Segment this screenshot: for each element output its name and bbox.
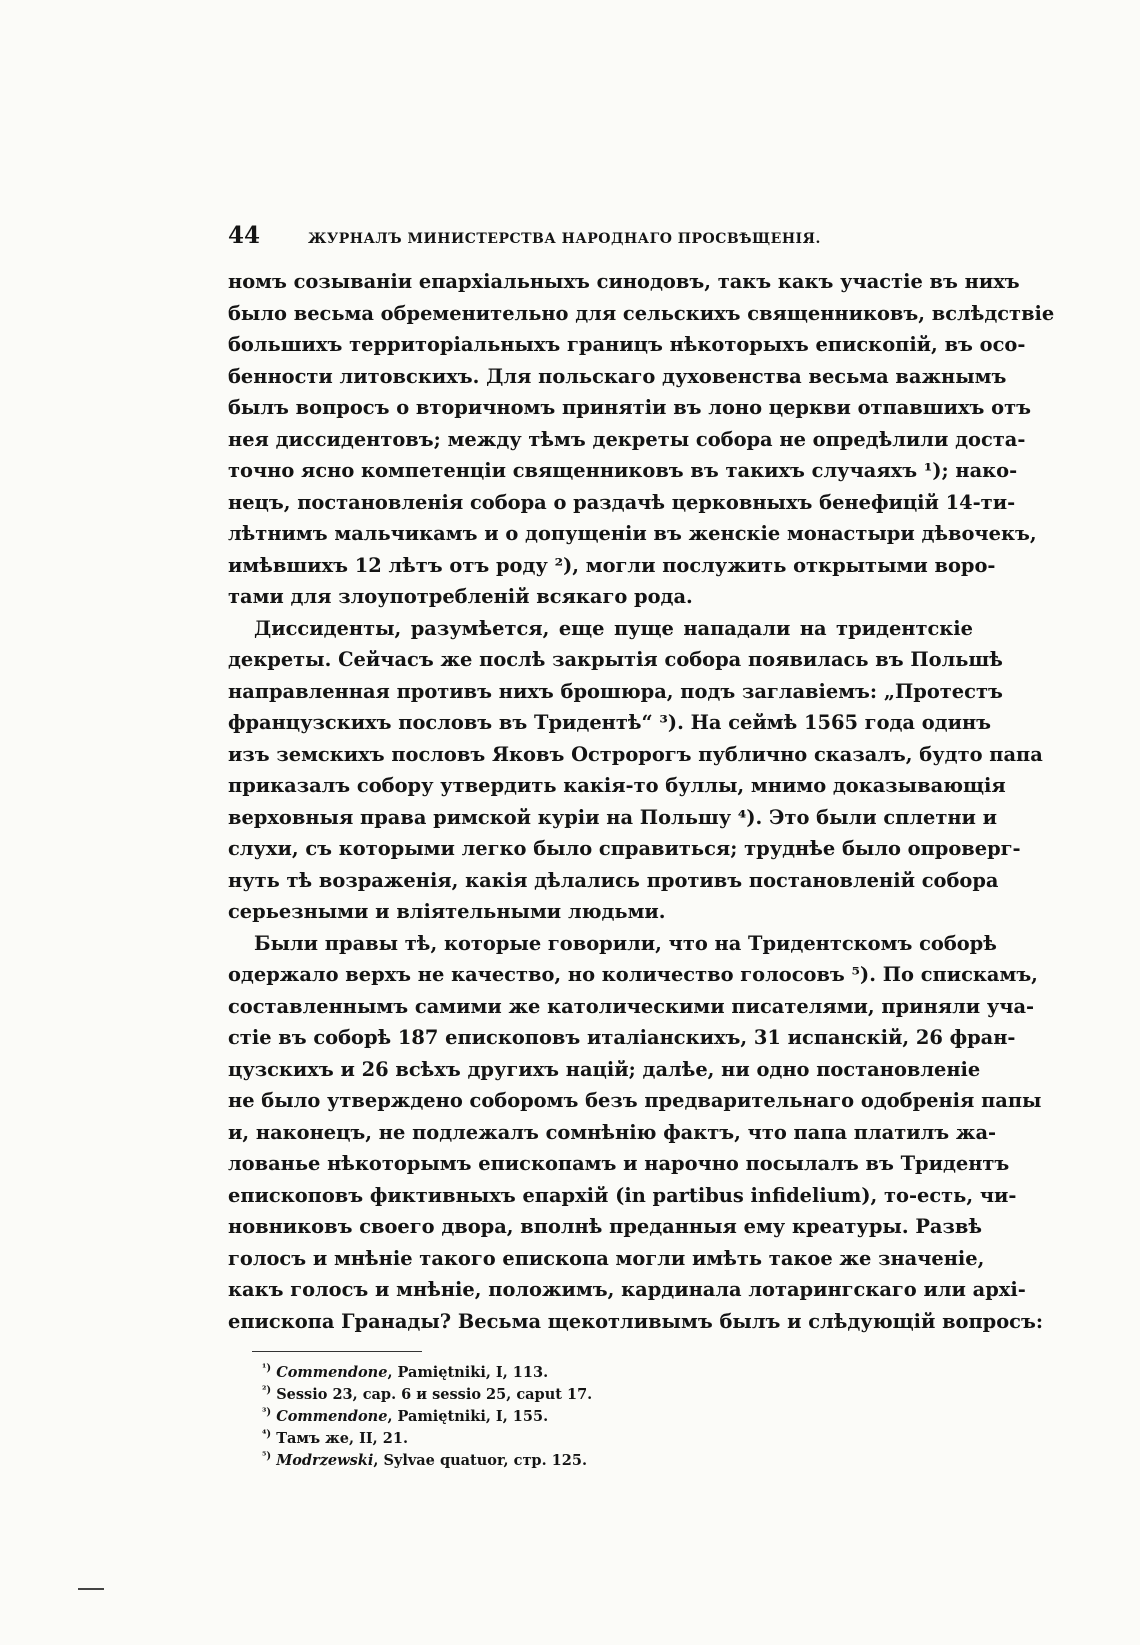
footnote-author: Commendone (276, 1363, 388, 1381)
footnote-number: ⁵) (262, 1451, 272, 1462)
text-line: направленная противъ нихъ брошюра, подъ заглавіемъ: „Протестъ (228, 679, 1003, 703)
footnote-number: ²) (262, 1385, 272, 1396)
book-page (228, 222, 1055, 1469)
footnote-text: , Pamiętniki, I, 155. (387, 1407, 549, 1425)
text-line: нуть тѣ возраженія, какія дѣлались противъ постановленій собора (228, 868, 999, 892)
text-line: и, наконецъ, не подлежалъ сомнѣнію фактъ, что папа платилъ жа- (228, 1120, 997, 1144)
text-line: составленнымъ самими же католическими писателями, приняли уча- (228, 994, 1035, 1018)
footnote (262, 1424, 973, 1446)
text-line: номъ созываніи епархіальныхъ синодовъ, такъ какъ участіе въ нихъ (228, 270, 1020, 293)
footnote-divider (252, 1351, 422, 1352)
text-line: какъ голосъ и мнѣніе, положимъ, кардинала лотарингскаго или архі- (228, 1278, 1026, 1301)
text-line: французскихъ пословъ въ Тридентѣ“ ³). На сеймѣ 1565 года одинъ (228, 711, 992, 734)
footnote-text: Тамъ же, II, 21. (276, 1429, 408, 1447)
text-line: стіе въ соборѣ 187 епископовъ италіанскихъ, 31 испанскій, 26 фран- (228, 1026, 1016, 1049)
text-line: имѣвшихъ 12 лѣтъ отъ роду ²), могли послужить открытыми воро- (228, 553, 996, 577)
footnote (262, 1380, 973, 1402)
page-number: 44 (228, 222, 261, 249)
footnote-text: , Sylvae quatuor, стр. 125. (373, 1451, 587, 1469)
text-line: лѣтнимъ мальчикамъ и о допущеніи въ женскіе монастыри дѣвочекъ, (228, 522, 1037, 545)
footnote-number: ⁴) (262, 1429, 272, 1440)
text-line: изъ земскихъ пословъ Яковъ Остророгъ публично сказалъ, будто папа (228, 742, 1043, 766)
text-line: цузскихъ и 26 всѣхъ другихъ націй; далѣе, ни одно постановленіе (228, 1057, 981, 1081)
text-line: серьезными и вліятельными людьми. (228, 900, 666, 923)
text-line: нея диссидентовъ; между тѣмъ декреты собора не опредѣлили доста- (228, 427, 1026, 451)
running-title: ЖУРНАЛЪ МИНИСТЕРСТВА НАРОДНАГО ПРОСВѢЩЕНІЯ. (308, 231, 821, 247)
footnote-text: Sessio 23, cap. 6 и sessio 25, caput 17. (276, 1385, 593, 1403)
text-line: точно ясно компетенціи священниковъ въ такихъ случаяхъ ¹); нако- (228, 459, 1018, 482)
text-line: большихъ территоріальныхъ границъ нѣкоторыхъ епископій, въ осо- (228, 333, 1026, 356)
footnote-text: , Pamiętniki, I, 113. (387, 1363, 549, 1381)
text-line: верховныя права римской куріи на Польшу ⁴). Это были сплетни и (228, 805, 998, 829)
text-line: нецъ, постановленія собора о раздачѣ церковныхъ бенефицій 14-ти- (228, 490, 1016, 514)
text-line: одержало верхъ не качество, но количество голосовъ ⁵). По спискамъ, (228, 963, 1038, 986)
text-line: лованье нѣкоторымъ епископамъ и нарочно посылалъ въ Тридентъ (228, 1152, 1010, 1175)
footnote (262, 1446, 973, 1468)
body-text (228, 266, 1055, 1337)
page-header (228, 222, 973, 256)
text-line: тами для злоупотребленій всякаго рода. (228, 585, 693, 608)
footnote-author: Modrzewski (276, 1451, 374, 1469)
footnotes (262, 1358, 973, 1468)
footnote-author: Commendone (276, 1407, 388, 1425)
text-line: Были правы тѣ, которые говорили, что на Тридентскомъ соборѣ (254, 931, 997, 955)
text-line: голосъ и мнѣніе такого епископа могли имѣть такое же значеніе, (228, 1246, 985, 1270)
text-line: не было утверждено соборомъ безъ предварительнаго одобренія папы (228, 1089, 1042, 1112)
text-line: Диссиденты, разумѣется, еще пуще нападали на тридентскіе (254, 616, 973, 640)
text-line: было весьма обременительно для сельскихъ священниковъ, вслѣдствіе (228, 301, 1055, 325)
text-line: слухи, съ которыми легко было справиться; труднѣе было опроверг- (228, 837, 1021, 860)
footnote-number: ¹) (262, 1363, 272, 1374)
text-line: епископа Гранады? Весьма щекотливымъ былъ и слѣдующій вопросъ: (228, 1309, 1044, 1333)
footnote-number: ³) (262, 1407, 272, 1418)
text-line: бенности литовскихъ. Для польскаго духовенства весьма важнымъ (228, 364, 1007, 388)
text-line: былъ вопросъ о вторичномъ принятіи въ лоно церкви отпавшихъ отъ (228, 396, 1032, 419)
text-line: декреты. Сейчасъ же послѣ закрытія собора появилась въ Польшѣ (228, 648, 1003, 671)
text-line: епископовъ фиктивныхъ епархій (in partibus infidelium), то-есть, чи- (228, 1183, 1017, 1207)
margin-mark (78, 1588, 104, 1590)
text-line: приказалъ собору утвердить какія-то буллы, мнимо доказывающія (228, 774, 1006, 797)
footnote (262, 1358, 973, 1380)
footnote (262, 1402, 973, 1424)
paragraph (228, 613, 1043, 928)
paragraph (228, 266, 1055, 613)
text-line: новниковъ своего двора, вполнѣ преданныя ему креатуры. Развѣ (228, 1215, 982, 1238)
paragraph (228, 928, 1044, 1338)
